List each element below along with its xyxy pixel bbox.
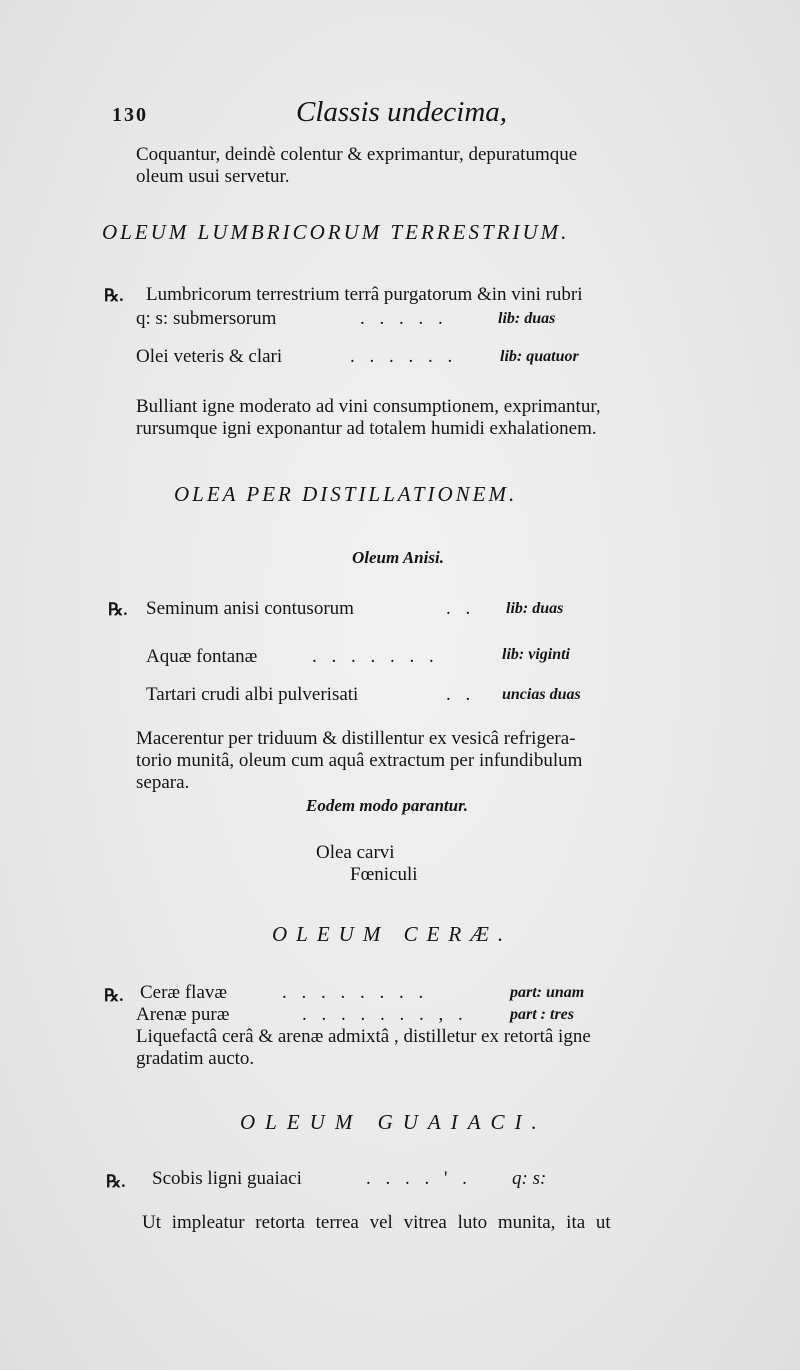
method-note: Eodem modo parantur. xyxy=(306,796,469,815)
ingredient-name: Scobis ligni guaiaci xyxy=(152,1168,302,1189)
recipe-subheading: Oleum Anisi. xyxy=(352,548,444,567)
running-title: Classis undecima, xyxy=(296,96,508,128)
intro-line-1: Coquantur, deindè colentur & exprimantur, depuratumque xyxy=(136,144,578,165)
recipe-symbol: ℞. xyxy=(104,986,124,1005)
ingredient-name: Seminum anisi contusorum xyxy=(146,598,354,619)
section-heading-guaiaci: OLEUM GUAIACI. xyxy=(240,1110,547,1134)
instruction-line: Liquefactâ cerâ & arenæ admixtâ , distilletur ex retortâ igne xyxy=(136,1026,591,1047)
intro-line-2: oleum usui servetur. xyxy=(136,166,290,187)
ingredient-quantity: lib: viginti xyxy=(502,646,570,663)
instruction-line: separa. xyxy=(136,772,190,793)
ingredient-name: Olei veteris & clari xyxy=(136,346,283,367)
ingredient-quantity: part : tres xyxy=(510,1006,574,1023)
page-number: 130 xyxy=(112,104,148,126)
section-heading-distillationem: OLEA PER DISTILLATIONEM. xyxy=(174,482,518,506)
leader-dots: . . xyxy=(446,684,476,705)
ingredient-quantity: lib: duas xyxy=(506,600,564,617)
ingredient-name: Aquæ fontanæ xyxy=(146,646,258,667)
instruction-line: Ut impleatur retorta terrea vel vitrea luto munita, ita ut xyxy=(142,1212,611,1233)
instruction-line: torio munitâ, oleum cum aquâ extractum per infundibulum xyxy=(136,750,583,771)
ingredient-name: q: s: submersorum xyxy=(136,308,277,329)
ingredient-name: Arenæ puræ xyxy=(136,1004,230,1025)
instruction-line: rursumque igni exponantur ad totalem humidi exhalationem. xyxy=(136,418,597,439)
leader-dots: . . . . . . . . xyxy=(282,982,429,1003)
leader-dots: . . . . . . . , . xyxy=(302,1004,468,1025)
list-item: Fœniculi xyxy=(350,864,418,885)
leader-dots: . . . . . . . xyxy=(312,646,439,667)
ingredient-quantity: q: s: xyxy=(512,1168,547,1189)
instruction-line: Macerentur per triduum & distillentur ex vesicâ refrigera- xyxy=(136,728,576,749)
instruction-line: gradatim aucto. xyxy=(136,1048,255,1069)
instruction-line: Bulliant igne moderato ad vini consumptionem, exprimantur, xyxy=(136,396,601,417)
recipe-symbol: ℞. xyxy=(108,600,128,619)
leader-dots: . . xyxy=(446,598,476,619)
ingredient-quantity: uncias duas xyxy=(502,686,581,703)
ingredient-name: Lumbricorum terrestrium terrâ purgatorum &in vini rubri xyxy=(146,284,583,305)
ingredient-quantity: lib: quatuor xyxy=(500,348,579,365)
ingredient-quantity: lib: duas xyxy=(498,310,556,327)
ingredient-quantity: part: unam xyxy=(510,984,585,1001)
leader-dots: . . . . ' . xyxy=(366,1168,472,1189)
recipe-symbol: ℞. xyxy=(106,1172,126,1191)
leader-dots: . . . . . xyxy=(360,308,448,329)
section-heading-cerae: OLEUM CERÆ. xyxy=(272,922,513,946)
leader-dots: . . . . . . xyxy=(350,346,458,367)
ingredient-name: Ceræ flavæ xyxy=(140,982,228,1003)
ingredient-name: Tartari crudi albi pulverisati xyxy=(146,684,359,705)
section-heading-lumbricorum: OLEUM LUMBRICORUM TERRESTRIUM. xyxy=(102,220,570,244)
list-item: Olea carvi xyxy=(316,842,395,863)
recipe-symbol: ℞. xyxy=(104,286,124,305)
